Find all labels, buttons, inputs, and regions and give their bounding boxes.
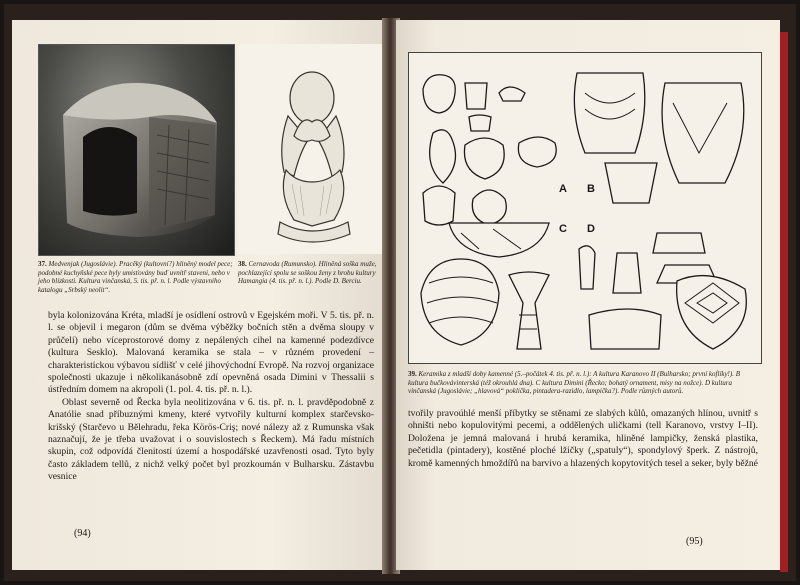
book-cover-edge: [780, 32, 788, 572]
left-page-number: (94): [74, 528, 91, 539]
right-page: [396, 20, 780, 570]
figure-37-number: 37.: [38, 260, 47, 268]
figure-label-b: B: [587, 183, 595, 195]
figure-label-d: D: [587, 223, 595, 235]
right-paragraph: tvořily pravoúhlé menší příbytky se stěnami ze slabých kůlů, omazaných hlínou, uvnitř s ohništi nebo kopulovitými pecemi, a oddělených uličkami (tell Karanovo, vrstvy I–II). Doložena je jemná malovaná i hrubá keramika, hliněné lampičky, ženská plastika, pečetidla (pintadery), kostěné ploché lžičky („spatuly“), spondylový šperk. Z nástrojů, kromě kamenných hmoždířů na barvivo a hlazených kopytovitých tesel a seker, byly běžné: [408, 408, 758, 469]
figure-38-drawing: [238, 44, 384, 254]
figure-37-caption-text: Medvenjak (Jugoslávie). Pracěký (kultovní?) hliněný model pece; podobné kuchyňské pece byly umisťovány buď uvnitř staveni, nebo v jeho blízkosti. Kultura vinčanská, 5. tis. př. n. l. Podle výstavního katalogu „Srbský neolit“.: [38, 260, 233, 294]
right-page-number: (95): [686, 536, 703, 547]
right-body-text: [408, 408, 758, 470]
figure-39-number: 39.: [408, 370, 417, 378]
figure-label-c: C: [559, 223, 567, 235]
figure-37-photo: [38, 44, 235, 256]
thinker-figurine-illustration: [238, 44, 384, 254]
left-page: [12, 20, 384, 570]
figure-39-caption: [408, 370, 760, 396]
figure-37-caption: [38, 260, 233, 294]
figure-label-a: A: [559, 183, 567, 195]
book-spread: [4, 4, 796, 581]
left-paragraph: Oblast severně od Řecka byla neolitizována v 6. tis. př. n. l. pravděpodobně z Anatólie snad příbuznými kmeny, které vytvořily kulturní komplex starčevsko-krišský (Starčevo u Bělehradu, řeka Körös-Criş; nové nálezy až z Rumunska však naznačují, že je třeba uvažovat i o souvislostech s Řeckem). Má řadu místních skupin, což odpovídá členitosti území a hospodářské uzavřenosti osad. Tyto byly často základem tellů, z nichž velký počet byl prozkoumán v Bulharsku. Zástavbu vesnice: [48, 396, 374, 483]
figure-39-caption-text: Keramika z mladší doby kamenné (5.–počátek 4. tis. př. n. l.): A kultura Karanovo II (Bulharsko; první koflíky!). B kultura bučkovávinterská (též okrouhlá dna). C kultura Dimini (Řecko; bohatý ornament, misy na nožce). D kultura vinčanská (Jugoslávie; „hlavová“ poklička, pintadera-razidlo, lampička?). Podle různých autorů.: [408, 370, 740, 396]
oven-model-illustration: [39, 45, 234, 255]
left-body-text: [48, 310, 374, 484]
figure-38-caption: [238, 260, 384, 286]
figure-38-caption-text: Cernavoda (Rumunsko). Hliněná soška muže, pochlazející spolu se soškou ženy z hrobu kultury Hamangia (4. tis. př. n. l.). Podle D. Berciu.: [238, 260, 377, 286]
left-paragraph: byla kolonizována Kréta, mladší je osídlení ostrovů v Egejském moři. V 5. tis. př. n. l. se objevil i megaron (dům se dvěma výběžky bočních stěn a dvěma sloupy v průčelí) nebo víceprostorové domy z nepálených cihel na kamenné podezdívce (kultura Sesklo). Malovaná keramika se stala – v různém provedení – charakteristickou výbavou sídlišť v celé jihovýchodní Evropě. Na rozvoj organizace společnosti ukazuje i několikanásobně zdí opevněná osada Dimini v Thessalii s ústředním domem na akropoli (1. pol. 4. tis. př. n. l.).: [48, 310, 374, 396]
pottery-illustration: [409, 53, 761, 363]
figure-38-number: 38.: [238, 260, 247, 268]
figure-39-pottery: [408, 52, 762, 364]
